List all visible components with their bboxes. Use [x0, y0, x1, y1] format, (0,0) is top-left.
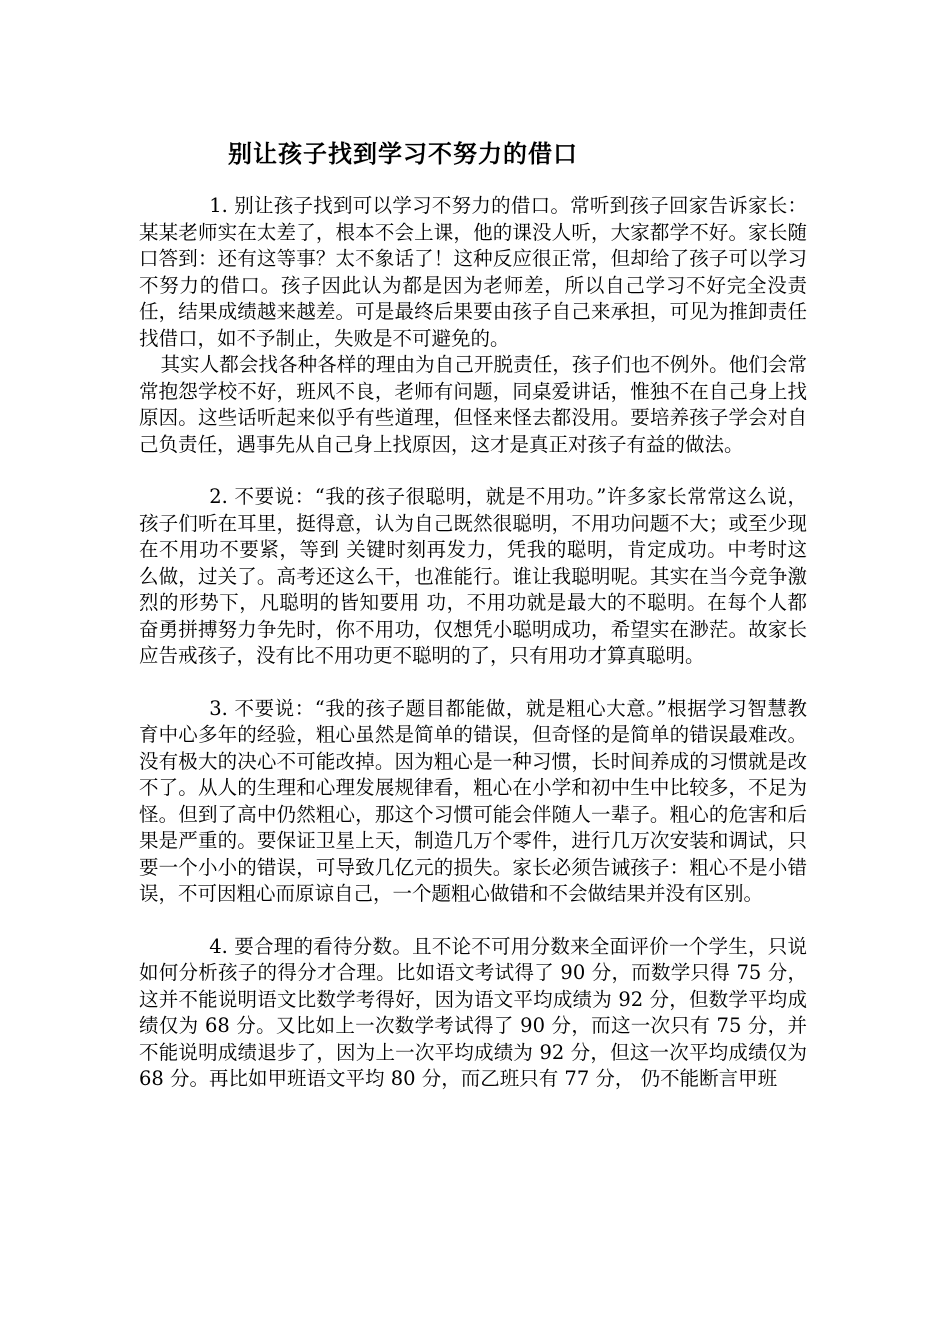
- paragraph-3: 2. 不要说：“我的孩子很聪明，就是不用功。”许多家长常常这么说，孩子们听在耳里，挺得意，认为自己既然很聪明，不用功问题不大；或至少现在不用功不要紧，等到 关键时刻再发力，凭我的聪明，肯定成功。中考时这么做，过关了。高考还这么干，也准能行。谁让我聪明呢。其实在当今竞争激烈的形势下，凡聪明的皆知要用 功，不用功就是最大的不聪明。在每个人都奋勇拼搏努力争先时，你不用功，仅想凭小聪明成功，希望实在渺茫。故家长应告戒孩子，没有比不用功更不聪明的了，只有用功才算真聪明。: [139, 485, 807, 667]
- paragraph-5: 4. 要合理的看待分数。且不论不可用分数来全面评价一个学生，只说如何分析孩子的得分才合理。比如语文考试得了 90 分，而数学只得 75 分，这并不能说明语文比数学考得好，因为语文平均成绩为 92 分，但数学平均成绩仅为 68 分。又比如上一次数学考试得了 90 分，而这一次只有 75 分，并不能说明成绩退步了，因为上一次平均成绩为 92 分，但这一次平均成绩仅为 68 分。再比如甲班语文平均 80 分，而乙班只有 77 分， 仍不能断言甲班: [139, 934, 807, 1090]
- document-title: 别让孩子找到学习不努力的借口: [228, 139, 578, 168]
- paragraph-gap: [139, 458, 807, 484]
- paragraph-gap: [139, 670, 807, 696]
- paragraph-1: 1. 别让孩子找到可以学习不努力的借口。常听到孩子回家告诉家长：某某老师实在太差了，根本不会上课，他的课没人听，大家都学不好。家长随口答到：还有这等事？太不象话了！这种反应很正常，但却给了孩子可以学习不努力的借口。孩子因此认为都是因为老师差，所以自己学习不好完全没责任，结果成绩越来越差。可是最终后果要由孩子自己来承担，可见为推卸责任找借口，如不予制止，失败是不可避免的。: [139, 194, 807, 350]
- paragraph-gap: [139, 908, 807, 934]
- paragraph-2: 其实人都会找各种各样的理由为自己开脱责任，孩子们也不例外。他们会常常抱怨学校不好，班风不良，老师有问题，同桌爱讲话，惟独不在自己身上找原因。这些话听起来似乎有些道理，但怪来怪去都没用。要培养孩子学会对自己负责任，遇事先从自己身上找原因，这才是真正对孩子有益的做法。: [139, 353, 807, 456]
- document-body: [139, 193, 807, 1093]
- paragraph-4: 3. 不要说：“我的孩子题目都能做，就是粗心大意。”根据学习智慧教育中心多年的经验，粗心虽然是简单的错误，但奇怪的是简单的错误最难改。没有极大的决心不可能改掉。因为粗心是一种习惯，长时间养成的习惯就是改不了。从人的生理和心理发展规律看，粗心在小学和初中生中比较多，不足为怪。但到了高中仍然粗心，那这个习惯可能会伴随人一辈子。粗心的危害和后果是严重的。要保证卫星上天，制造几万个零件，进行几万次安装和调试，只要一个小小的错误，可导致几亿元的损失。家长必须告诫孩子：粗心不是小错误，不可因粗心而原谅自己，一个题粗心做错和不会做结果并没有区别。: [139, 696, 807, 905]
